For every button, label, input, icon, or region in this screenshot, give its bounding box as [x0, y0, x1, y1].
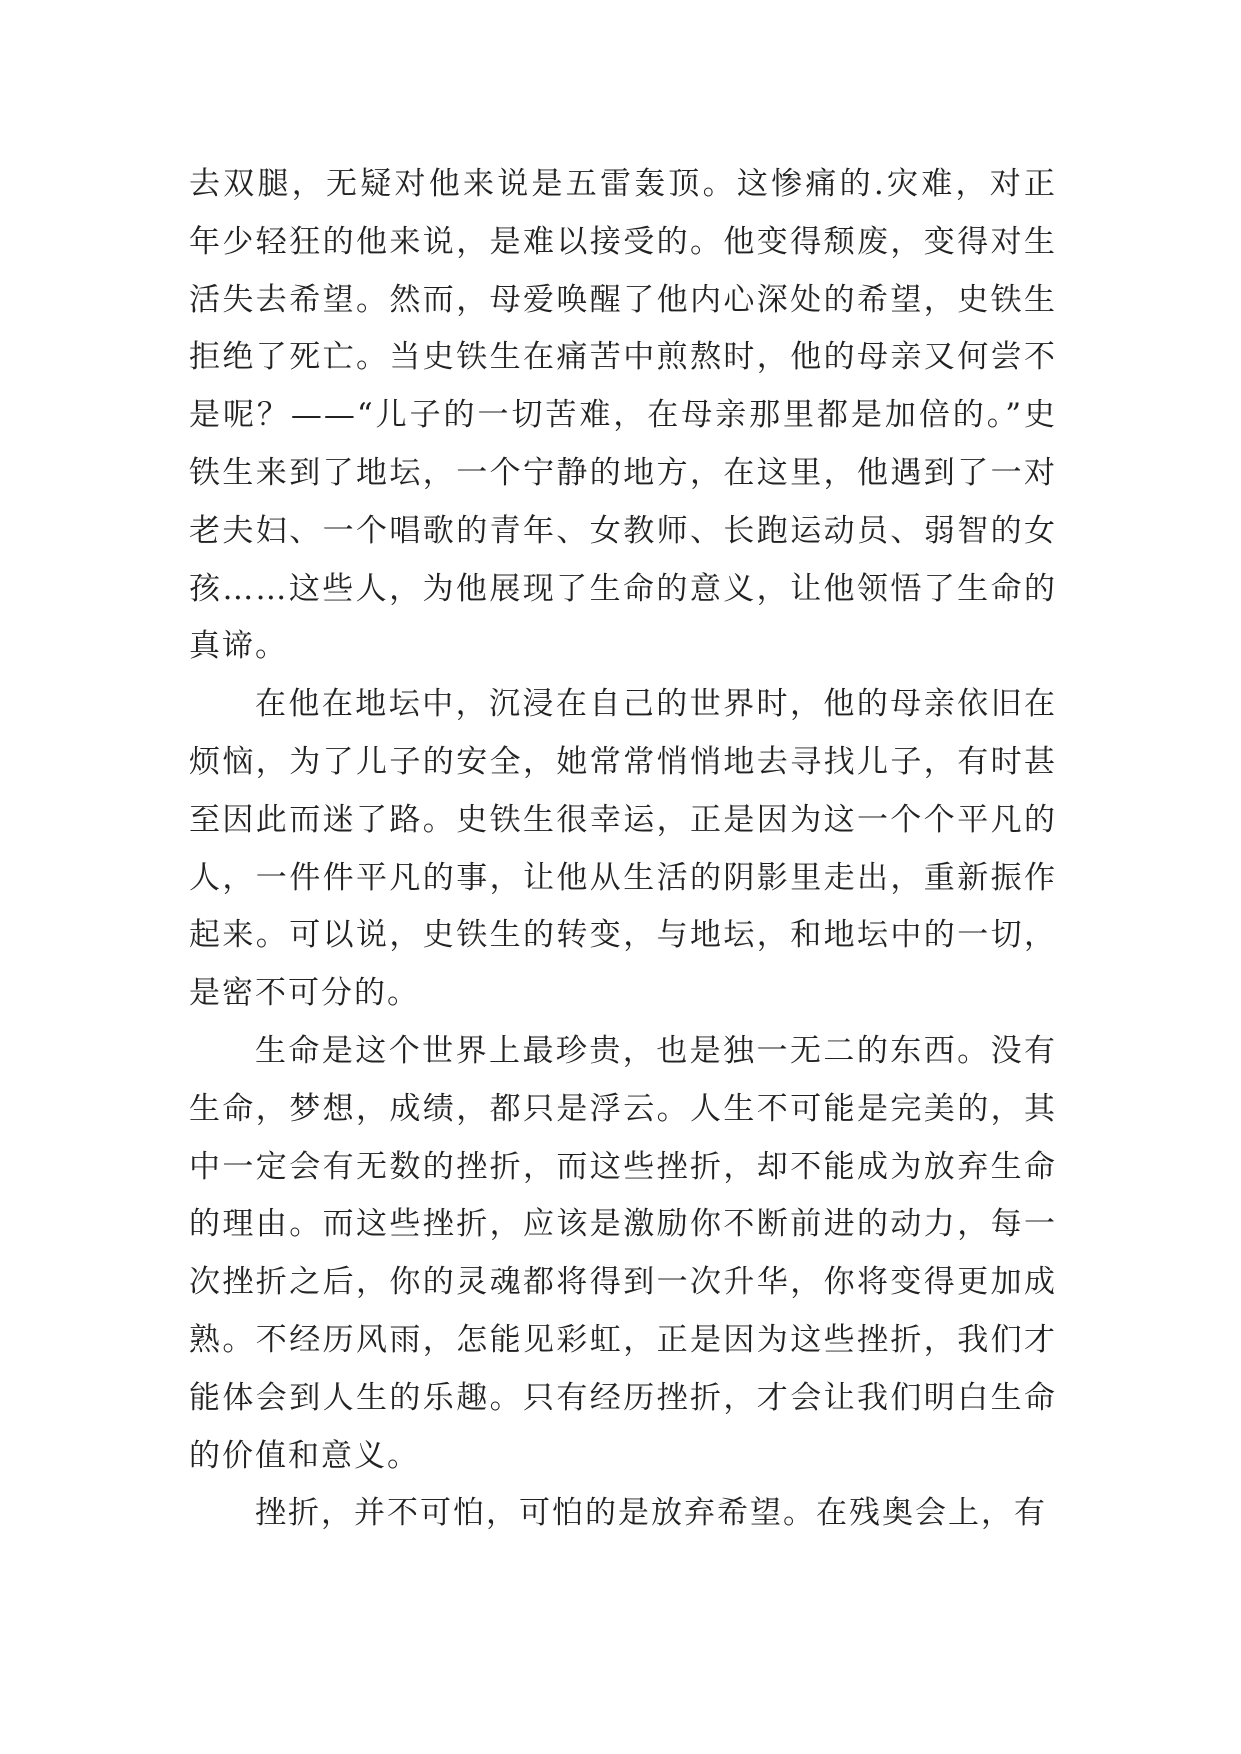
paragraph-2: 在他在地坛中，沉浸在自己的世界时，他的母亲依旧在烦恼，为了儿子的安全，她常常悄悄地去寻找儿子，有时甚至因此而迷了路。史铁生很幸运，正是因为这一个个平凡的人，一件件平凡的事，让他从生活的阴影里走出，重新振作起来。可以说，史铁生的转变，与地坛，和地坛中的一切，是密不可分的。	[189, 686, 1057, 1012]
paragraph-4: 挫折，并不可怕，可怕的是放弃希望。在残奥会上，有	[255, 1495, 1047, 1532]
paragraph-1: 去双腿，无疑对他来说是五雷轰顶。这惨痛的.灾难，对正年少轻狂的他来说，是难以接受的。他变得颓废，变得对生活失去希望。然而，母爱唤醒了他内心深处的希望，史铁生拒绝了死亡。当史铁生在痛苦中煎熬时，他的母亲又何尝不是呢？——“儿子的一切苦难，在母亲那里都是加倍的。”史铁生来到了地坛，一个宁静的地方，在这里，他遇到了一对老夫妇、一个唱歌的青年、女教师、长跑运动员、弱智的女孩……这些人，为他展现了生命的意义，让他领悟了生命的真谛。	[189, 166, 1057, 665]
document-body	[189, 156, 1057, 1543]
paragraph-3: 生命是这个世界上最珍贵，也是独一无二的东西。没有生命，梦想，成绩，都只是浮云。人生不可能是完美的，其中一定会有无数的挫折，而这些挫折，却不能成为放弃生命的理由。而这些挫折，应该是激励你不断前进的动力，每一次挫折之后，你的灵魂都将得到一次升华，你将变得更加成熟。不经历风雨，怎能见彩虹，正是因为这些挫折，我们才能体会到人生的乐趣。只有经历挫折，才会让我们明白生命的价值和意义。	[189, 1032, 1057, 1474]
